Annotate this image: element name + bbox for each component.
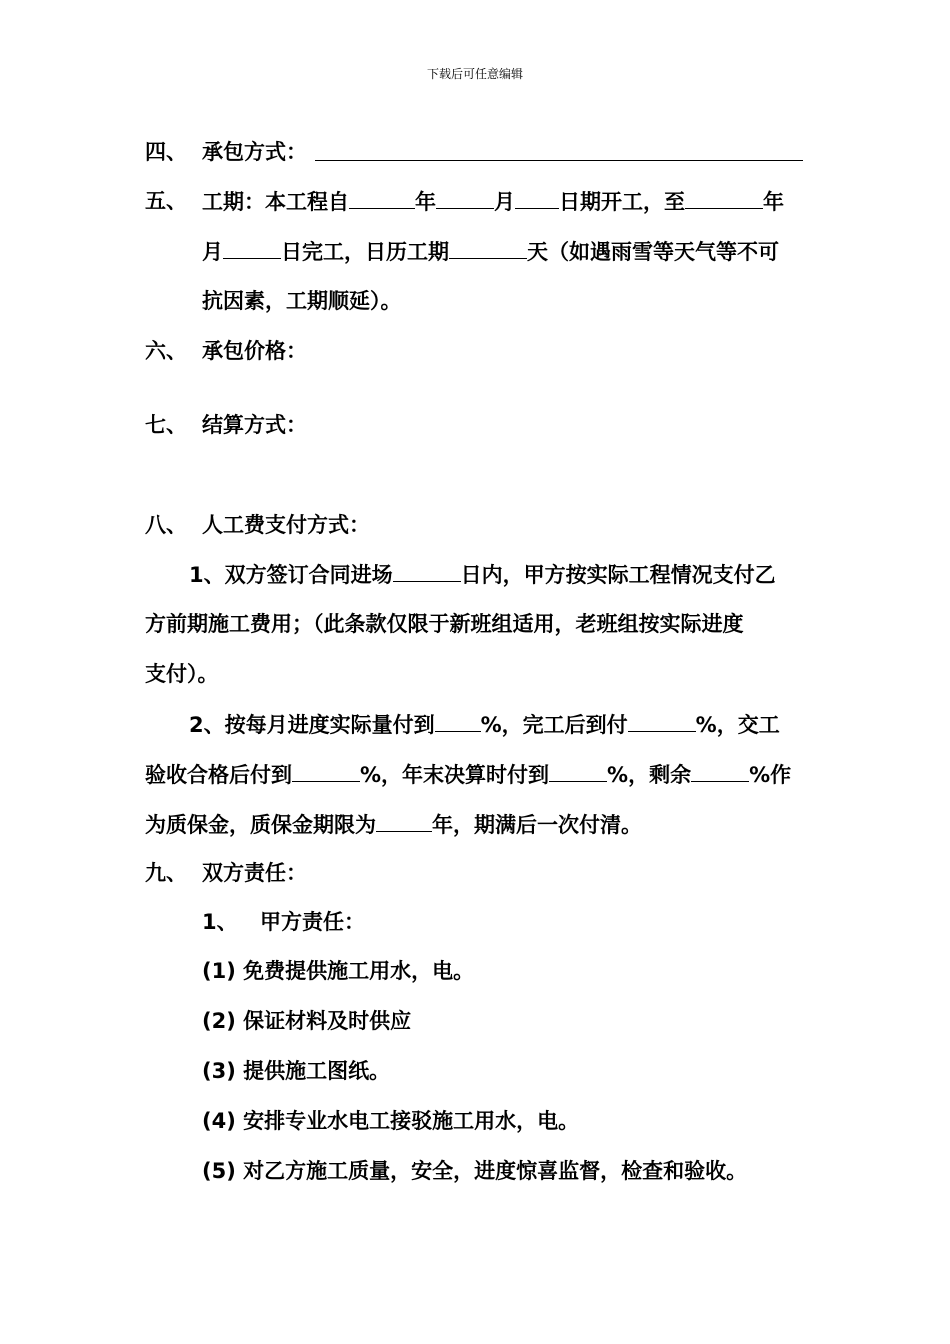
blank-yearend-percent [549,759,607,782]
blank-start-month [436,186,494,209]
section-5-text-f: 月 [202,240,223,264]
section-6-number: 六、 [145,339,187,363]
section-5-number: 五、 [145,189,187,213]
section-4-title: 承包方式： [202,140,307,164]
section-7-title: 结算方式： [202,413,307,437]
s8-p2-text-b: %，完工后到付 [480,713,628,737]
s8-p2-text-d: 验收合格后付到 [145,763,292,787]
section-4-number: 四、 [145,140,187,164]
blank-completion-percent [628,709,696,732]
section-5-text-e: 年 [763,190,784,214]
section-5-text-i: 抗因素，工期顺延）。 [202,289,402,313]
blank-acceptance-percent [292,759,360,782]
s8-p2-text-c: %，交工 [695,713,780,737]
section-7-number: 七、 [145,413,187,437]
blank-start-day [515,186,559,209]
section-9-sub-number: 1、 [202,910,238,934]
page-header: 下载后可任意编辑 [426,67,523,81]
s8-p1-text-a: 1、双方签订合同进场 [189,563,393,587]
s8-p2-text-a: 2、按每月进度实际量付到 [189,713,435,737]
section-8-number: 八、 [145,513,187,537]
section-9-title: 双方责任： [202,861,307,885]
s8-p2-text-g: %作 [749,763,792,787]
section-8-title: 人工费支付方式： [202,513,370,537]
section-5-text-c: 月 [494,190,515,214]
blank-entry-days [393,559,461,582]
s8-p1-text-c: 方前期施工费用；（此条款仅限于新班组适用，老班组按实际进度 [145,612,744,636]
s8-p2-text-f: %，剩余 [607,763,692,787]
s8-p1-text-d: 支付）。 [145,662,219,686]
blank-end-month [223,236,281,259]
section-5-text-h: 天（如遇雨雪等天气等不可 [527,240,779,264]
s8-p2-text-i: 年，期满后一次付清。 [432,813,642,837]
s8-p1-text-b: 日内，甲方按实际工程情况支付乙 [460,563,776,587]
s8-p2-text-e: %，年末决算时付到 [360,763,550,787]
section-6-title: 承包价格： [202,339,307,363]
blank-calendar-days [449,236,527,259]
section-4-blank-line [315,160,803,161]
section-5-text-b: 年 [415,190,436,214]
section-5-text-d: 日期开工，至 [559,190,685,214]
blank-warranty-years [376,809,432,832]
section-5-text-a: 工期：本工程自 [202,190,349,214]
s8-p2-text-h: 为质保金，质保金期限为 [145,813,376,837]
blank-end-year [685,186,763,209]
blank-retention-percent [691,759,749,782]
section-9-sub-title: 甲方责任： [260,910,365,934]
blank-start-year [349,186,415,209]
section-5-text-g: 日完工，日历工期 [281,240,449,264]
section-9-number: 九、 [145,861,187,885]
blank-monthly-percent [435,709,481,732]
